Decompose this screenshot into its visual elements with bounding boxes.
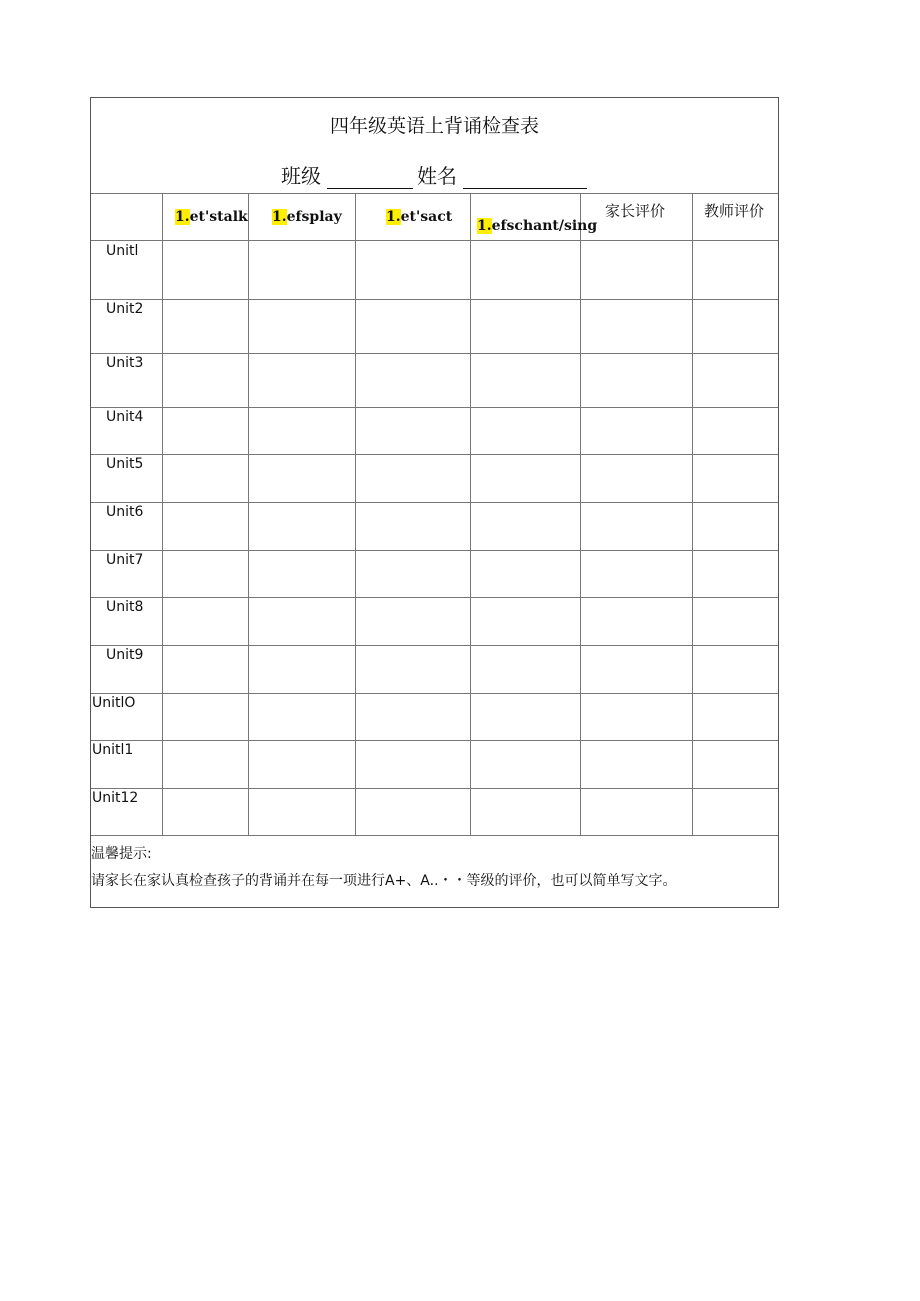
unit-label: Unit5 bbox=[106, 456, 144, 472]
name-label: 姓名 bbox=[417, 164, 457, 188]
class-label: 班级 bbox=[281, 164, 321, 188]
name-blank[interactable] bbox=[463, 166, 587, 189]
class-blank[interactable] bbox=[327, 166, 413, 189]
col-header-parent-eval: 家长评价 bbox=[605, 202, 666, 220]
grid-line bbox=[91, 353, 778, 354]
grid-line bbox=[91, 740, 778, 741]
col-header-act: 1.et'sact bbox=[386, 209, 453, 225]
grid-line bbox=[91, 240, 778, 241]
unit-label: Unit8 bbox=[106, 599, 144, 615]
grid-line bbox=[91, 454, 778, 455]
class-name-line bbox=[281, 160, 591, 189]
unit-label: Unit2 bbox=[106, 301, 144, 317]
grid-line bbox=[91, 788, 778, 789]
unit-label: Unit6 bbox=[106, 504, 144, 520]
grid-line bbox=[580, 193, 581, 835]
recitation-check-sheet bbox=[90, 97, 779, 908]
grid-line bbox=[692, 193, 693, 835]
sheet-title: 四年级英语上背诵检查表 bbox=[329, 115, 539, 137]
grid-line bbox=[91, 645, 778, 646]
grid-line bbox=[91, 299, 778, 300]
grid-line bbox=[91, 835, 778, 836]
col-header-play: 1.efsplay bbox=[272, 209, 342, 225]
unit-label: Unit12 bbox=[92, 790, 139, 806]
grid-line bbox=[248, 193, 249, 835]
unit-label: Unit3 bbox=[106, 355, 144, 371]
unit-label: Unit7 bbox=[106, 552, 144, 568]
unit-label: Unitl1 bbox=[92, 742, 134, 758]
grid-line bbox=[355, 193, 356, 835]
unit-label: UnitlO bbox=[92, 695, 136, 711]
grid-line bbox=[91, 407, 778, 408]
grid-line bbox=[470, 193, 471, 835]
tips-heading: 温馨提示: bbox=[91, 846, 152, 862]
col-header-talk: 1.et'stalk bbox=[175, 209, 248, 225]
unit-label: Unitl bbox=[106, 243, 139, 259]
grid-line bbox=[91, 193, 778, 194]
col-header-teacher-eval: 教师评价 bbox=[704, 202, 765, 220]
unit-label: Unit4 bbox=[106, 409, 144, 425]
grid-line bbox=[162, 193, 163, 835]
grid-line bbox=[91, 693, 778, 694]
tips-body: 请家长在家认真检查孩子的背诵并在每一项进行A+、A..・・等级的评价，也可以简单写文字。 bbox=[91, 873, 677, 889]
grid-line bbox=[91, 502, 778, 503]
unit-label: Unit9 bbox=[106, 647, 144, 663]
col-header-chant-sing: 1.efschant/sing bbox=[477, 218, 598, 234]
grid-line bbox=[91, 550, 778, 551]
grid-line bbox=[91, 597, 778, 598]
